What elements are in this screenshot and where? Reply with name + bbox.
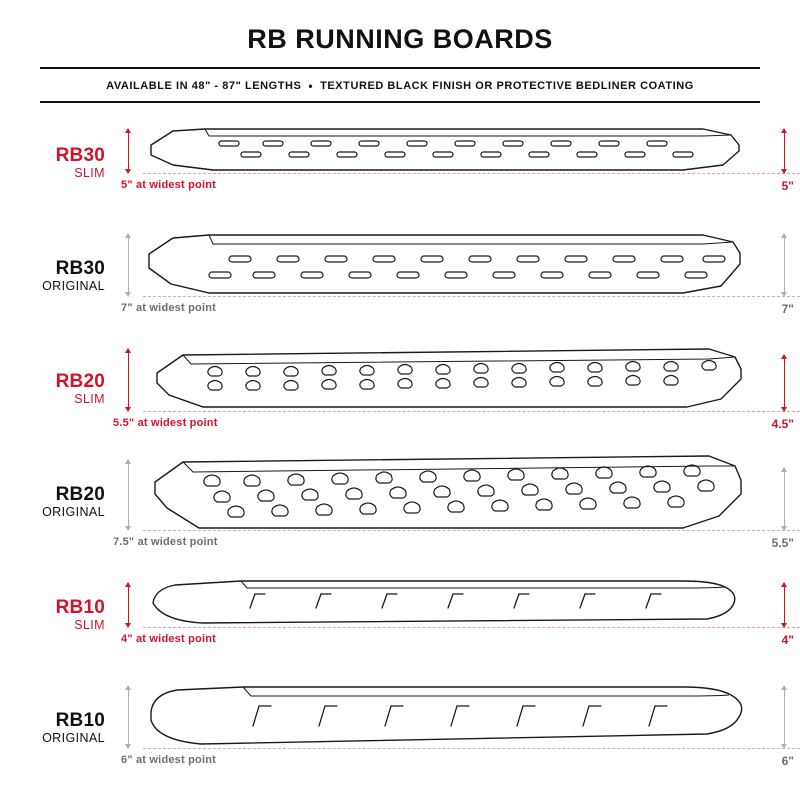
variant-name: SLIM (74, 618, 105, 633)
header (0, 0, 800, 103)
rb30-slim-board-drawing (143, 107, 743, 219)
rb20-slim-board-drawing (143, 333, 743, 445)
board-illustration-wrap (121, 672, 770, 785)
board-row (0, 672, 800, 785)
variant-name: SLIM (74, 166, 105, 181)
height-arrow-right (784, 583, 785, 627)
right-measure (770, 333, 800, 446)
height-arrow-left (128, 460, 129, 530)
board-illustration-wrap (113, 446, 770, 559)
height-label: 4" (781, 633, 794, 647)
variant-name: ORIGINAL (42, 731, 105, 746)
right-measure (770, 559, 800, 672)
board-row (0, 446, 800, 559)
board-row (0, 559, 800, 672)
height-arrow-right (784, 129, 785, 173)
widest-point-label: 5" at widest point (121, 179, 216, 191)
height-arrow-right (784, 468, 785, 530)
header-divider-bottom (40, 101, 760, 103)
subtitle-finish: TEXTURED BLACK FINISH OR PROTECTIVE BEDLINER COATING (320, 80, 694, 92)
height-arrow-right (784, 234, 785, 296)
board-illustration-wrap (121, 559, 770, 672)
variant-name: ORIGINAL (42, 505, 105, 520)
height-label: 4.5" (771, 417, 794, 431)
left-measure (115, 220, 143, 333)
variant-name: SLIM (74, 392, 105, 407)
model-name: RB30 (55, 258, 105, 280)
rb20-original-board-drawing (143, 446, 743, 558)
row-label (0, 259, 115, 293)
bullet-separator-icon: • (308, 79, 314, 93)
right-measure (770, 220, 800, 333)
header-divider-top (40, 67, 760, 69)
height-arrow-left (128, 129, 129, 173)
rb10-original-board-drawing (143, 672, 743, 784)
model-name: RB20 (55, 484, 105, 506)
model-name: RB20 (55, 371, 105, 393)
row-label (0, 372, 115, 406)
left-measure (115, 107, 143, 220)
widest-point-label: 7.5" at widest point (113, 536, 218, 548)
board-illustration-wrap (113, 333, 770, 446)
height-arrow-right (784, 686, 785, 748)
height-arrow-left (128, 686, 129, 748)
widest-point-label: 4" at widest point (121, 633, 216, 645)
left-measure (115, 559, 143, 672)
variant-name: ORIGINAL (42, 279, 105, 294)
widest-point-label: 7" at widest point (121, 302, 216, 314)
right-measure (770, 446, 800, 559)
row-label (0, 711, 115, 745)
height-arrow-left (128, 349, 129, 411)
row-label (0, 146, 115, 180)
header-subtitle (0, 78, 800, 92)
board-row (0, 107, 800, 220)
left-measure (115, 672, 143, 785)
page-title: RB RUNNING BOARDS (247, 24, 553, 54)
height-label: 7" (781, 302, 794, 316)
model-name: RB10 (55, 597, 105, 619)
widest-point-label: 6" at widest point (121, 754, 216, 766)
right-measure (770, 672, 800, 785)
height-label: 5" (781, 179, 794, 193)
model-name: RB10 (55, 710, 105, 732)
model-name: RB30 (55, 145, 105, 167)
board-row (0, 333, 800, 446)
board-illustration-wrap (121, 220, 770, 333)
row-label (0, 485, 115, 519)
height-label: 6" (781, 754, 794, 768)
right-measure (770, 107, 800, 220)
left-measure (115, 333, 143, 446)
height-arrow-left (128, 234, 129, 296)
height-arrow-right (784, 355, 785, 411)
rb10-slim-board-drawing (143, 559, 743, 671)
subtitle-lengths: AVAILABLE IN 48" - 87" LENGTHS (106, 80, 302, 92)
board-rows (0, 107, 800, 785)
widest-point-label: 5.5" at widest point (113, 417, 218, 429)
height-label: 5.5" (771, 536, 794, 550)
row-label (0, 598, 115, 632)
height-arrow-left (128, 583, 129, 627)
rb30-original-board-drawing (143, 220, 743, 332)
board-illustration-wrap (121, 107, 770, 220)
board-row (0, 220, 800, 333)
